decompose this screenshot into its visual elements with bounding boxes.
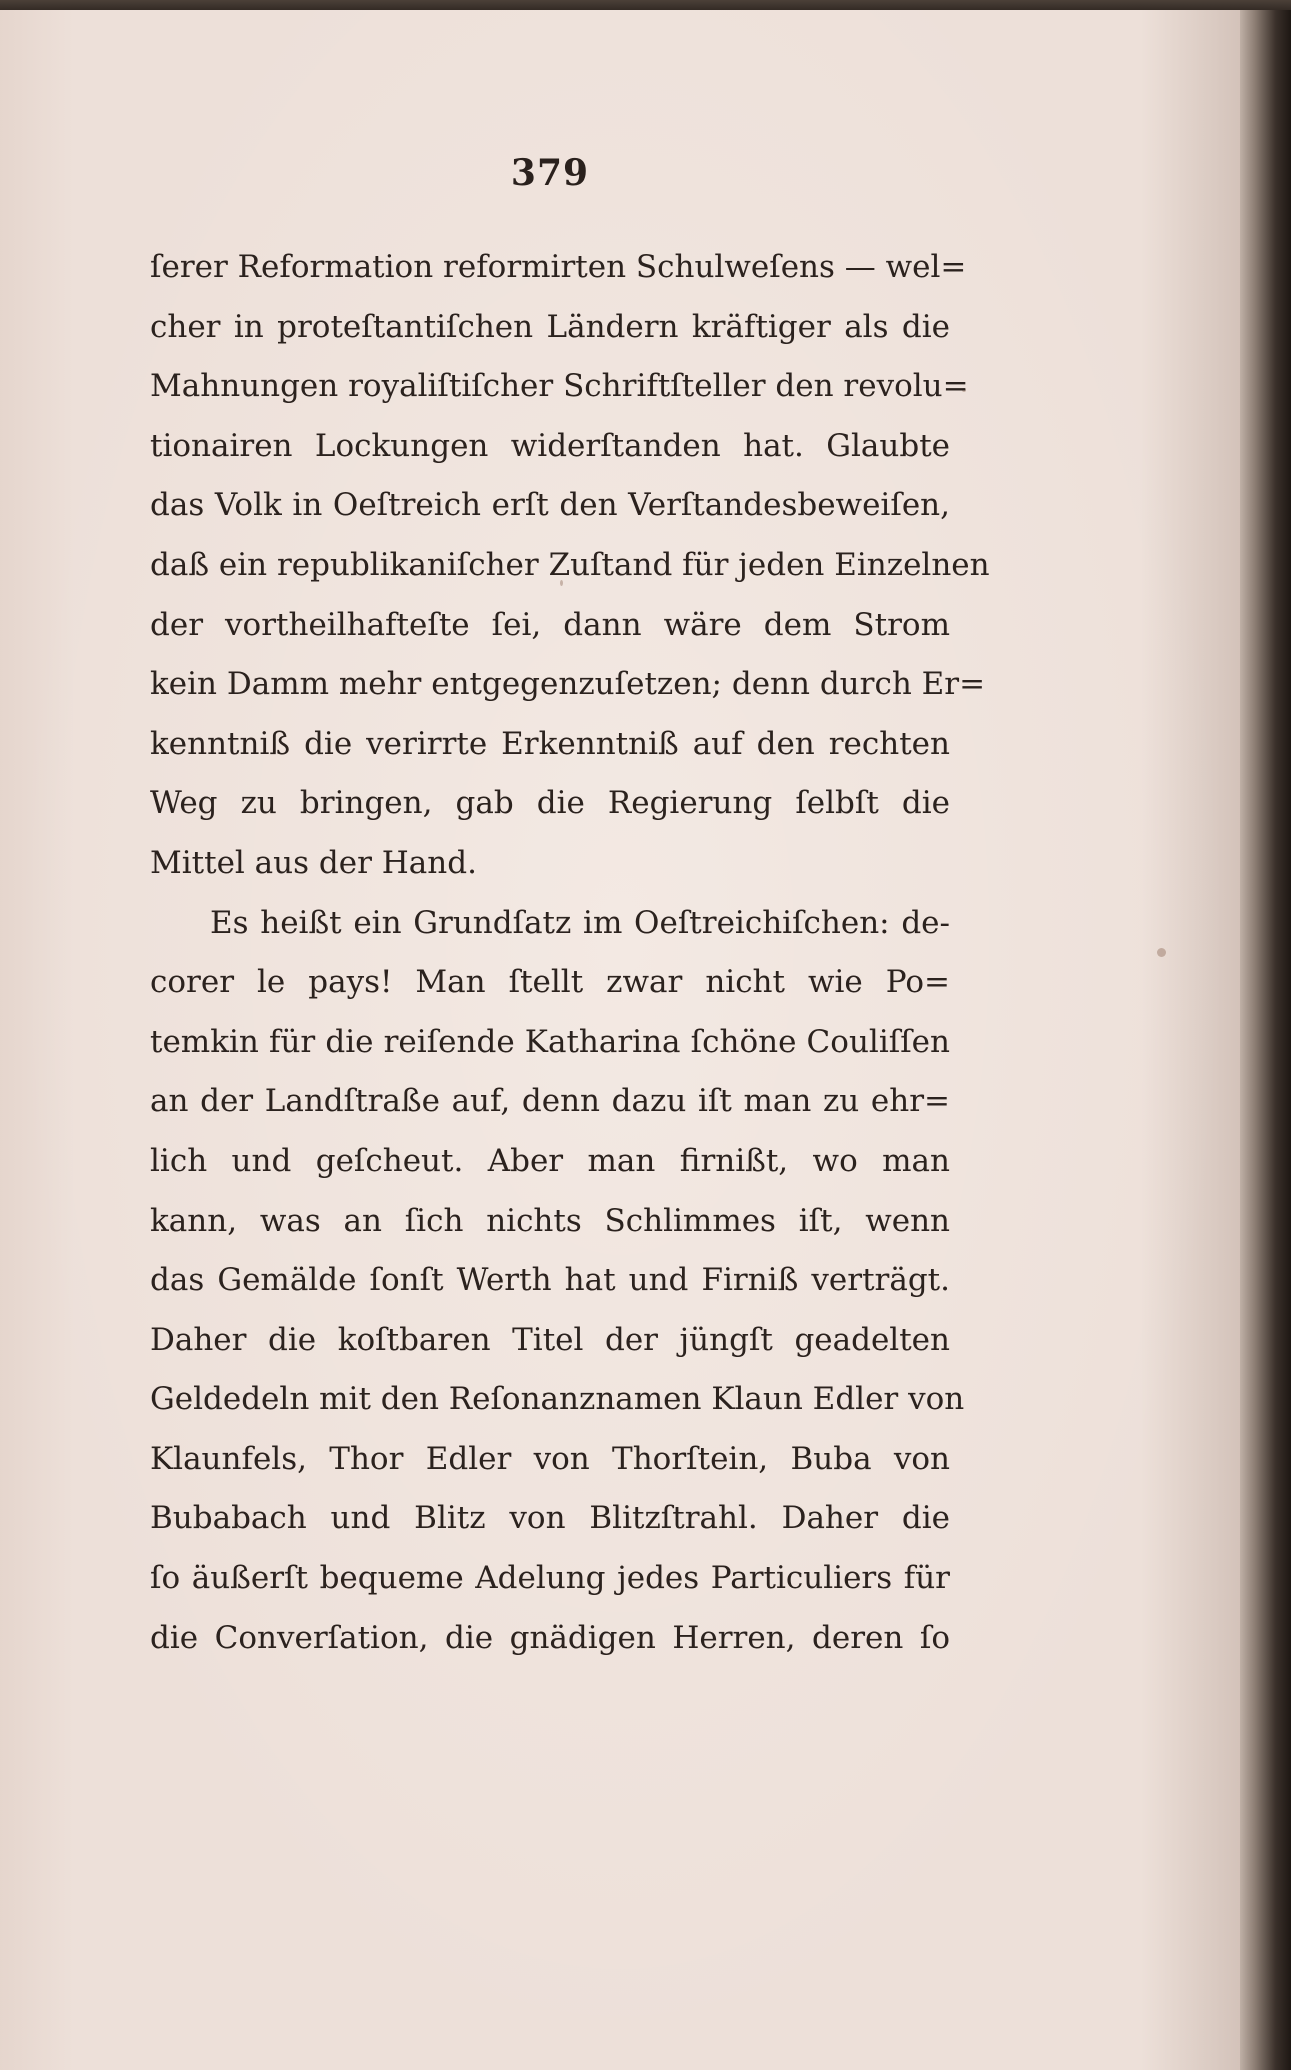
text-line: Weg zu bringen, gab die Regierung ſelbſt die — [150, 785, 950, 822]
text-line: daß ein republikaniſcher Zuſtand für jeden Einzelnen — [150, 546, 990, 583]
text-line: Bubabach und Blitz von Blitzſtrahl. Daher die — [150, 1500, 950, 1537]
text-line: kein Damm mehr entgegenzuſetzen; denn durch Er= — [150, 666, 986, 703]
paragraph-start-line: Es heißt ein Grundſatz im Oeſtreichiſchen: de- — [210, 904, 950, 941]
text-line: kann, was an ſich nichts Schlimmes iſt, wenn — [150, 1202, 950, 1239]
text-line: die Converſation, die gnädigen Herren, deren ſo — [150, 1619, 950, 1656]
text-line: tionairen Lockungen widerſtanden hat. Glaubte — [150, 427, 950, 464]
text-line: ſo äußerſt bequeme Adelung jedes Particuliers für — [150, 1560, 950, 1597]
body-text — [150, 238, 990, 1668]
text-line: lich und geſcheut. Aber man firnißt, wo man — [150, 1142, 950, 1179]
text-line: temkin für die reiſende Katharina ſchöne Couliſſen — [150, 1023, 950, 1060]
page-number: 379 — [510, 152, 590, 194]
text-line: ſerer Reformation reformirten Schulweſens — wel= — [150, 249, 967, 285]
text-line: cher in proteſtantiſchen Ländern kräftiger als die — [150, 308, 950, 345]
page-fore-edge — [1240, 10, 1291, 2070]
text-line: Klaunfels, Thor Edler von Thorſtein, Buba von — [150, 1440, 950, 1477]
paper-spot — [1157, 948, 1166, 957]
text-line: Mahnungen royaliſtiſcher Schriftſteller den revolu= — [150, 368, 969, 405]
text-line: der vortheilhafteſte ſei, dann wäre dem Strom — [150, 606, 950, 643]
text-line: das Volk in Oeſtreich erſt den Verſtandesbeweiſen, — [150, 487, 950, 524]
text-line: das Gemälde ſonſt Werth hat und Firniß verträgt. — [150, 1262, 950, 1299]
paragraph-end-line: Mittel aus der Hand. — [150, 844, 477, 881]
text-line: Daher die koſtbaren Titel der jüngſt geadelten — [150, 1321, 950, 1358]
text-line: corer le pays! Man ſtellt zwar nicht wie Po= — [150, 964, 950, 1001]
text-line: an der Landſtraße auf, denn dazu iſt man zu ehr= — [150, 1083, 950, 1120]
text-line: Geldedeln mit den Reſonanznamen Klaun Edler von — [150, 1381, 965, 1418]
text-line: kenntniß die verirrte Erkenntniß auf den rechten — [150, 725, 950, 762]
